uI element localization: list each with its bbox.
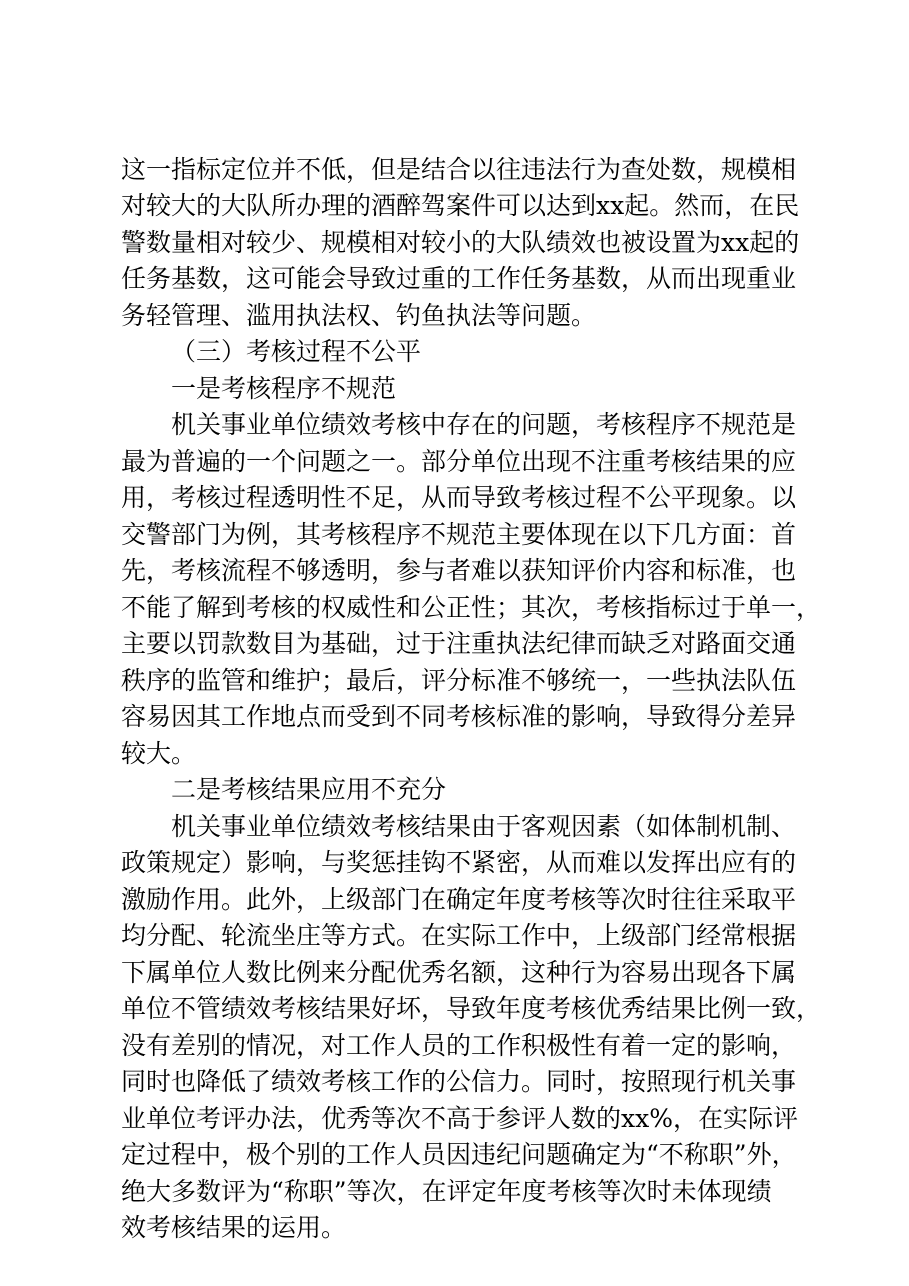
paragraph-line: 最为普遍的一个问题之一。部分单位出现不注重考核结果的应 — [121, 447, 797, 476]
paragraph-line: 定过程中，极个别的工作人员因违纪问题确定为“不称职”外， — [121, 1140, 797, 1169]
paragraph-first-line: 机关事业单位绩效考核结果由于客观因素（如体制机制、 — [171, 812, 797, 841]
paragraph-line: 这一指标定位并不低，但是结合以往违法行为查处数，规模相 — [121, 155, 797, 184]
paragraph-line: 任务基数，这可能会导致过重的工作任务基数，从而出现重业 — [121, 264, 797, 293]
paragraph-line: 政策规定）影响，与奖惩挂钩不紧密，从而难以发挥出应有的 — [121, 848, 797, 877]
paragraph-line: 效考核结果的运用。 — [121, 1213, 347, 1242]
paragraph-line: 先，考核流程不够透明，参与者难以获知评价内容和标准，也 — [121, 556, 797, 585]
paragraph-line: 单位不管绩效考核结果好坏，导致年度考核优秀结果比例一致， — [121, 994, 822, 1023]
paragraph-line: 务轻管理、滥用执法权、钓鱼执法等问题。 — [121, 301, 597, 330]
paragraph-line: 警数量相对较少、规模相对较小的大队绩效也被设置为xx起的 — [121, 228, 800, 257]
paragraph-first-line: 机关事业单位绩效考核中存在的问题，考核程序不规范是 — [171, 410, 797, 439]
subsection-heading: 一是考核程序不规范 — [171, 374, 397, 403]
paragraph-line: 均分配、轮流坐庄等方式。在实际工作中，上级部门经常根据 — [121, 921, 797, 950]
paragraph-line: 交警部门为例，其考核程序不规范主要体现在以下几方面：首 — [121, 520, 797, 549]
paragraph-line: 业单位考评办法，优秀等次不高于参评人数的xx%，在实际评 — [121, 1104, 798, 1133]
paragraph-line: 同时也降低了绩效考核工作的公信力。同时，按照现行机关事 — [121, 1067, 797, 1096]
paragraph-line: 激励作用。此外，上级部门在确定年度考核等次时往往采取平 — [121, 885, 797, 914]
paragraph-line: 没有差别的情况，对工作人员的工作积极性有着一定的影响， — [121, 1031, 797, 1060]
paragraph-line: 绝大多数评为“称职”等次，在评定年度考核等次时未体现绩 — [121, 1177, 772, 1206]
subsection-heading: 二是考核结果应用不充分 — [171, 775, 447, 804]
section-heading: （三）考核过程不公平 — [171, 337, 422, 366]
paragraph-line: 下属单位人数比例来分配优秀名额，这种行为容易出现各下属 — [121, 958, 797, 987]
paragraph-line: 不能了解到考核的权威性和公正性；其次，考核指标过于单一， — [121, 593, 822, 622]
paragraph-line: 较大。 — [121, 739, 197, 768]
paragraph-line: 秩序的监管和维护；最后，评分标准不够统一，一些执法队伍 — [121, 666, 797, 695]
paragraph-line: 主要以罚款数目为基础，过于注重执法纪律而缺乏对路面交通 — [121, 629, 797, 658]
paragraph-line: 用，考核过程透明性不足，从而导致考核过程不公平现象。以 — [121, 483, 797, 512]
paragraph-line: 容易因其工作地点而受到不同考核标准的影响，导致得分差异 — [121, 702, 797, 731]
paragraph-line: 对较大的大队所办理的酒醉驾案件可以达到xx起。然而，在民 — [121, 191, 800, 220]
